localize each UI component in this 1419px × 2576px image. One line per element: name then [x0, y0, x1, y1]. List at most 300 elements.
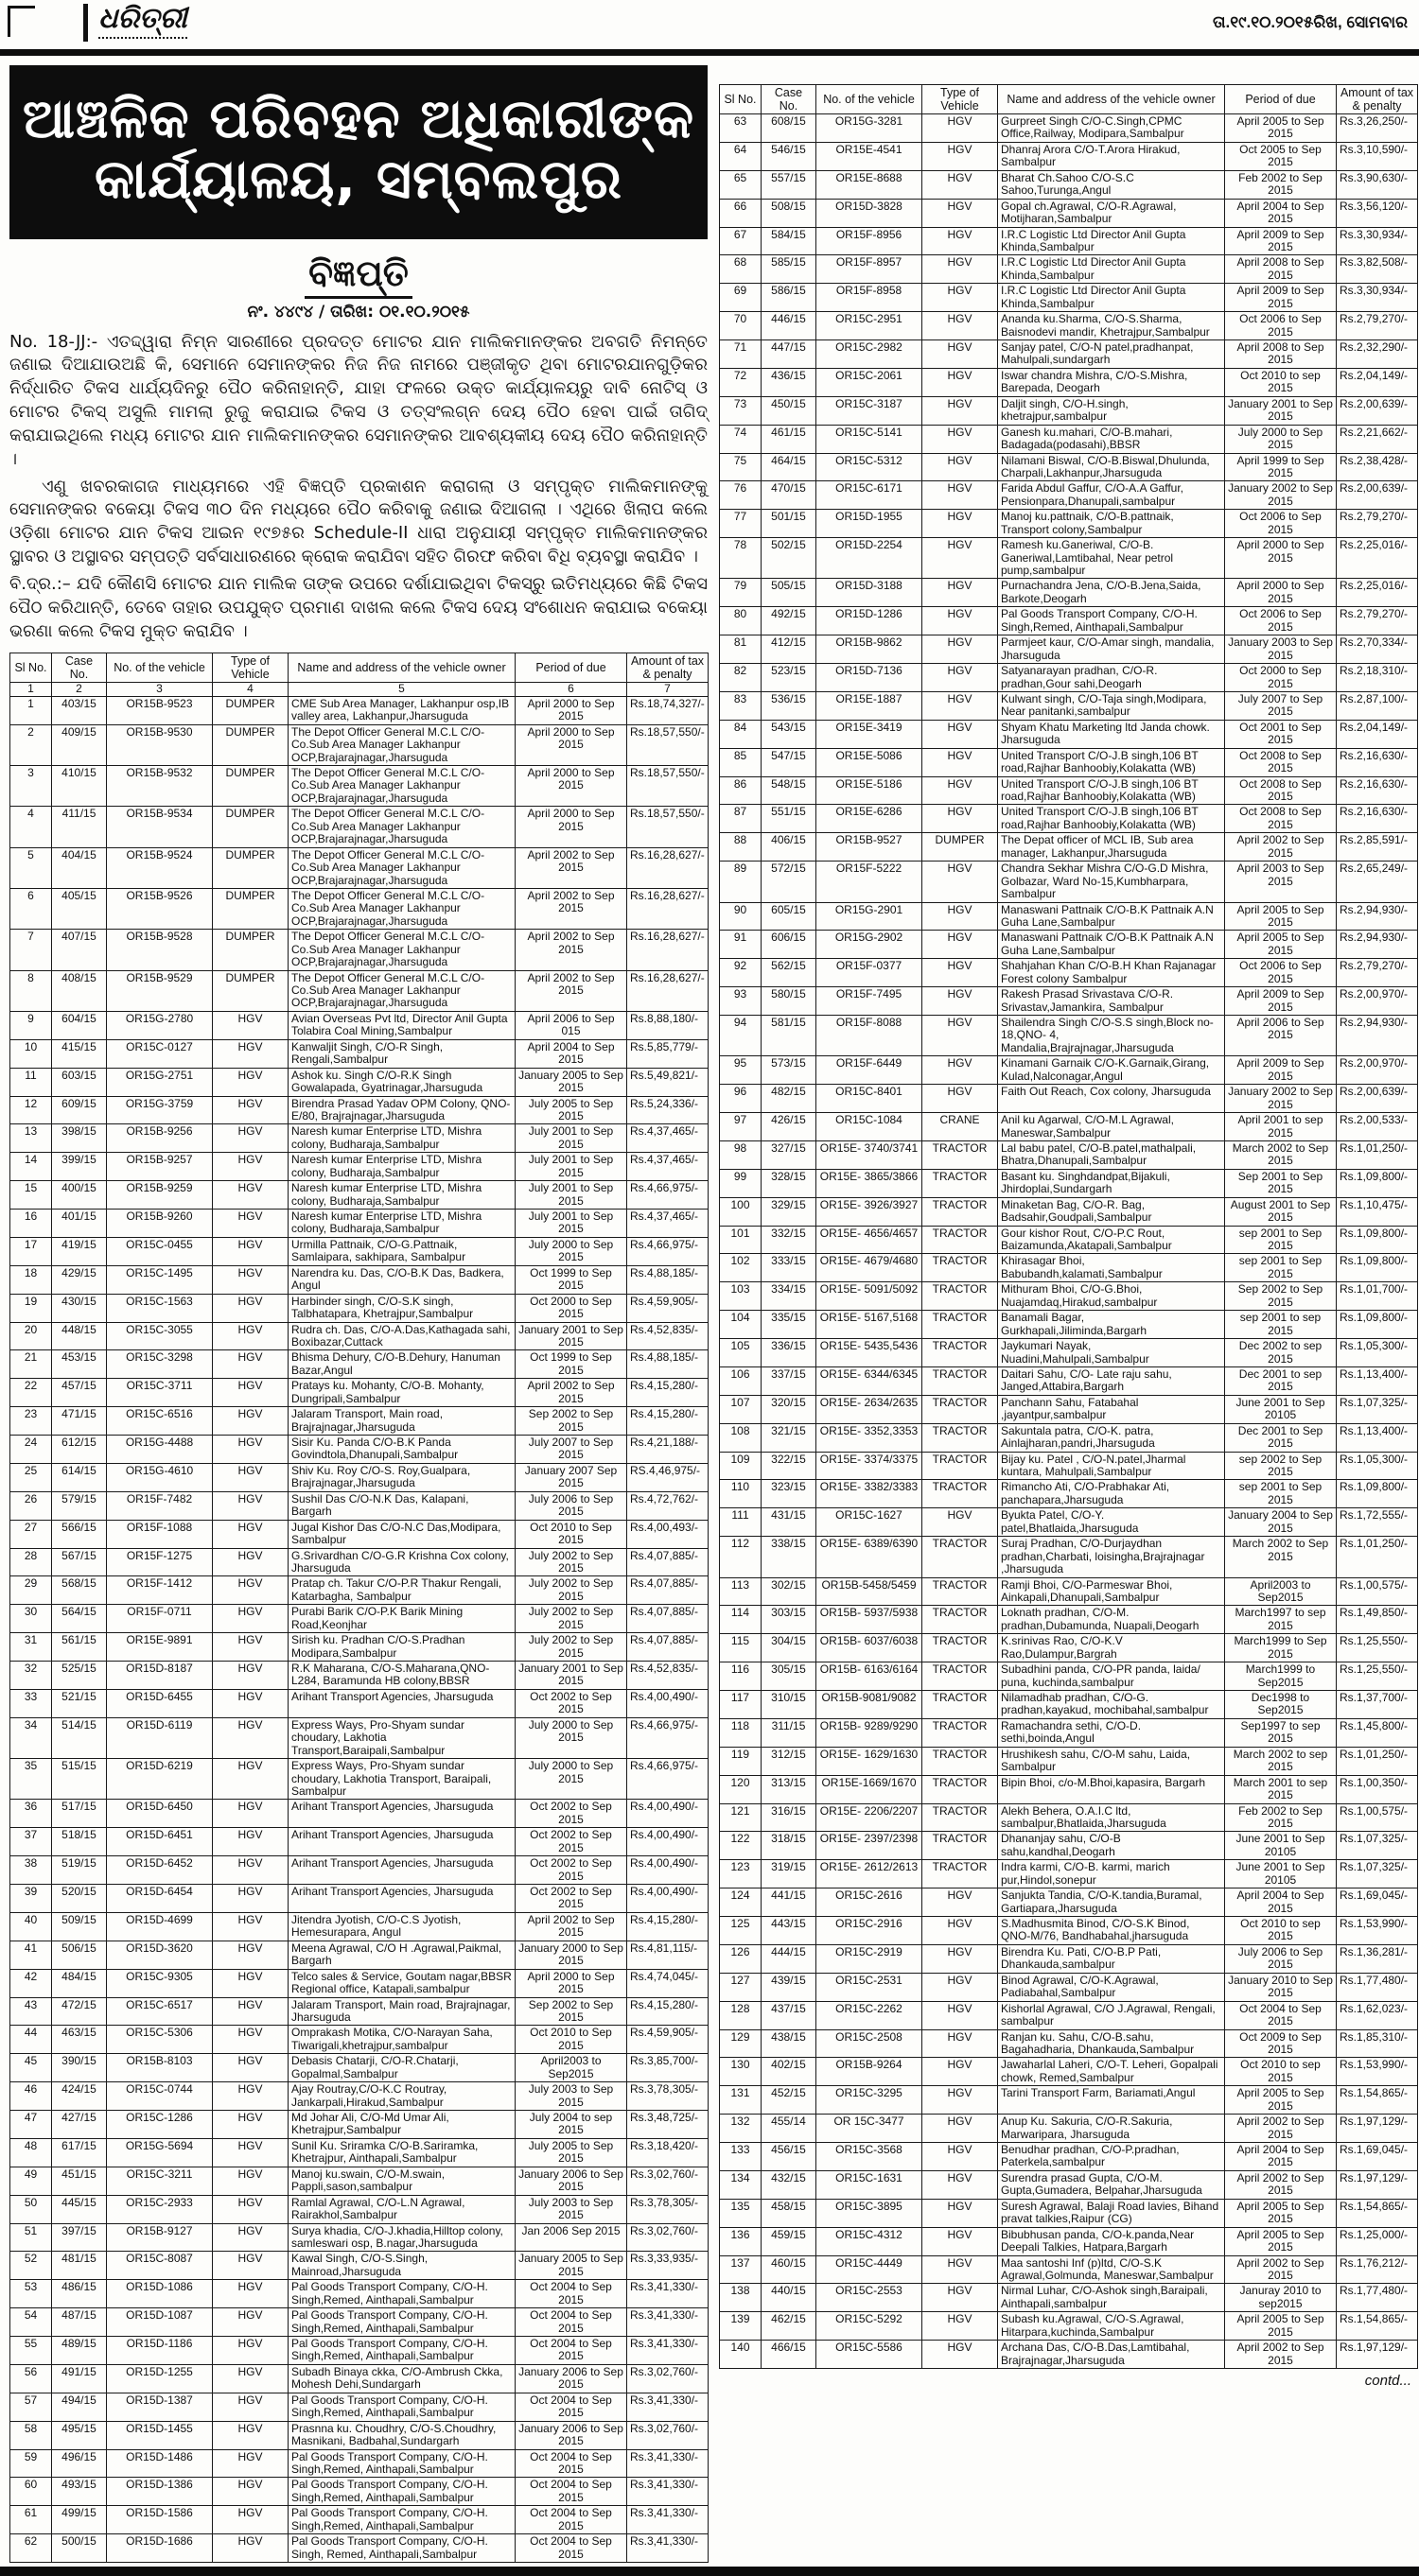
- column-header-owner-name-address: Name and address of the vehicle owner: [289, 653, 516, 683]
- cell-vehicle-type: HGV: [922, 1056, 998, 1085]
- cell-case-no: 546/15: [762, 142, 816, 170]
- cell-sl-no: 16: [10, 1210, 52, 1238]
- cell-sl-no: 83: [720, 691, 762, 720]
- cell-amount-tax-penalty: Rs.2,94,930/-: [1337, 931, 1418, 959]
- table-row: [720, 1016, 1418, 1056]
- notice-paragraph-2: ଏଣୁ ଖବରକାଗଜ ମାଧ୍ୟମରେ ଏହି ବିଜ୍ଞପ୍ତି ପ୍ରକାଶନ କରାଗଲା ଓ ସମ୍ପୃକ୍ତ ମାଲିକମାନଙ୍କୁ ସେମାନଙ୍କର ବକେୟା ଟିକସ ୩୦ ଦିନ ମଧ୍ୟରେ ପୈଠ କରିବାକୁ ଜଣାଇ ଦିଆଗଲା । ଏଥିରେ ଖିଲାପ କଲେ ଓଡ଼ିଶା ମୋଟର ଯାନ ଟିକସ ଆଇନ ୧୯୭୫ର Schedule-II ଧାରା ଅନୁଯାୟୀ ସମ୍ପୃକ୍ତ ମାଲିକମାନଙ୍କର ସ୍ଥାବର ଓ ଅସ୍ଥାବର ସମ୍ପତ୍ତି ସର୍ବସାଧାରଣରେ କ୍ରୋକ କରାଯିବା ସହିତ ଗିରଫ କରିବା ବିଧି ବ୍ୟବସ୍ଥା କରାଯିବ ।: [9, 476, 708, 567]
- cell-case-no: 443/15: [762, 1917, 816, 1945]
- cell-case-no: 458/15: [762, 2199, 816, 2227]
- cell-case-no: 426/15: [762, 1113, 816, 1141]
- table-row: [720, 1140, 1418, 1169]
- cell-vehicle-no: OR15E-1887: [816, 691, 922, 720]
- table-row: [10, 1912, 709, 1941]
- cell-period-of-due: Oct 2008 to Sep 2015: [1225, 776, 1337, 805]
- cell-vehicle-type: HGV: [922, 114, 998, 143]
- cell-vehicle-type: HGV: [922, 199, 998, 227]
- cell-period-of-due: Sep1997 to sep 2015: [1225, 1718, 1337, 1747]
- cell-case-no: 500/15: [52, 2534, 107, 2563]
- table-row: [720, 1537, 1418, 1577]
- cell-vehicle-type: TRACTOR: [922, 1803, 998, 1832]
- cell-period-of-due: Oct 2010 to Sep 2015: [516, 2026, 627, 2054]
- column-header-sl-no: Sl No.: [720, 85, 762, 114]
- cell-sl-no: 27: [10, 1520, 52, 1548]
- cell-vehicle-no: OR15C-1631: [816, 2170, 922, 2199]
- cell-vehicle-type: TRACTOR: [922, 1537, 998, 1577]
- cell-period-of-due: Dec 2002 to sep 2015: [1225, 1339, 1337, 1367]
- cell-case-no: 572/15: [762, 862, 816, 902]
- cell-vehicle-type: HGV: [922, 2284, 998, 2312]
- cell-case-no: 612/15: [52, 1436, 107, 1464]
- cell-amount-tax-penalty: Rs.4,15,280/-: [627, 1407, 709, 1436]
- cell-case-no: 457/15: [52, 1379, 107, 1407]
- cell-case-no: 502/15: [762, 538, 816, 579]
- cell-period-of-due: Oct 2004 to Sep 2015: [516, 2280, 627, 2308]
- cell-vehicle-no: OR15F-8088: [816, 1016, 922, 1056]
- cell-amount-tax-penalty: Rs.1,53,990/-: [1337, 1917, 1418, 1945]
- cell-period-of-due: April 2004 to Sep 2015: [1225, 1888, 1337, 1917]
- cell-case-no: 509/15: [52, 1912, 107, 1941]
- cell-vehicle-no: OR15D-8187: [107, 1662, 213, 1690]
- cell-sl-no: 78: [720, 538, 762, 579]
- cell-vehicle-type: CRANE: [922, 1113, 998, 1141]
- cell-owner-name-address: Shahjahan Khan C/O-B.H Khan Rajanagar Forest colony Sambalpur: [998, 959, 1225, 987]
- cell-owner-name-address: Ganesh ku.mahari, C/O-B.mahari, Badagada(podasahi),BBSR: [998, 425, 1225, 453]
- cell-owner-name-address: Pal Goods Transport Company, C/O-H. Singh,Remed, Ainthapali,Sambalpur: [289, 2449, 516, 2478]
- cell-vehicle-type: DUMPER: [213, 847, 289, 888]
- cell-case-no: 444/15: [762, 1944, 816, 1973]
- cell-case-no: 456/15: [762, 2143, 816, 2171]
- cell-amount-tax-penalty: Rs.1,01,700/-: [1337, 1282, 1418, 1311]
- cell-vehicle-type: HGV: [922, 805, 998, 833]
- table-row: [720, 1480, 1418, 1508]
- cell-owner-name-address: The Depot Officer General M.C.L C/O-Co.Sub Area Manager Lakhanpur OCP,Brajarajnagar,Jharsuguda: [289, 930, 516, 970]
- cell-amount-tax-penalty: Rs.1,00,350/-: [1337, 1775, 1418, 1803]
- cell-sl-no: 56: [10, 2364, 52, 2393]
- cell-period-of-due: June 2001 to Sep 20105: [1225, 1832, 1337, 1860]
- cell-vehicle-no: OR15F-1275: [107, 1548, 213, 1576]
- cell-vehicle-type: HGV: [213, 2337, 289, 2365]
- cell-vehicle-type: TRACTOR: [922, 1254, 998, 1282]
- cell-owner-name-address: Purnachandra Jena, C/O-B.Jena,Saida, Barkote,Deogarh: [998, 579, 1225, 607]
- cell-owner-name-address: Debasis Chatarji, C/O-R.Chatarji, Gopalmal,Sambalpur: [289, 2054, 516, 2082]
- cell-vehicle-type: TRACTOR: [922, 1860, 998, 1888]
- cell-amount-tax-penalty: Rs.4,15,280/-: [627, 1997, 709, 2026]
- cell-case-no: 506/15: [52, 1941, 107, 1969]
- cell-amount-tax-penalty: Rs.2,25,016/-: [1337, 538, 1418, 579]
- table-row: [10, 1997, 709, 2026]
- cell-sl-no: 91: [720, 931, 762, 959]
- cell-sl-no: 23: [10, 1407, 52, 1436]
- table-row: [10, 1265, 709, 1294]
- cell-amount-tax-penalty: Rs.1,09,800/-: [1337, 1254, 1418, 1282]
- cell-vehicle-no: OR15G-2751: [107, 1068, 213, 1096]
- table-row: [720, 2312, 1418, 2341]
- table-row: [10, 1039, 709, 1068]
- cell-period-of-due: April 2002 to Sep 2015: [1225, 2115, 1337, 2143]
- cell-owner-name-address: Arihant Transport Agencies, Jharsuguda: [289, 1856, 516, 1885]
- cell-amount-tax-penalty: Rs.1,09,800/-: [1337, 1226, 1418, 1254]
- cell-case-no: 614/15: [52, 1463, 107, 1491]
- cell-amount-tax-penalty: Rs.4,00,490/-: [627, 1689, 709, 1717]
- cell-case-no: 427/15: [52, 2111, 107, 2139]
- cell-owner-name-address: Manaswani Pattnaik C/O-B.K Pattnaik A.N Guha Lane,Sambalpur: [998, 902, 1225, 931]
- cell-sl-no: 107: [720, 1395, 762, 1423]
- cell-sl-no: 1: [10, 696, 52, 724]
- cell-period-of-due: April 2000 to Sep 2015: [516, 766, 627, 807]
- cell-case-no: 585/15: [762, 255, 816, 284]
- table-row: [720, 959, 1418, 987]
- table-row: [720, 579, 1418, 607]
- cell-case-no: 448/15: [52, 1322, 107, 1350]
- cell-case-no: 492/15: [762, 607, 816, 635]
- column-header-period-of-due: Period of due: [516, 653, 627, 683]
- cell-period-of-due: June 2001 to Sep 20105: [1225, 1395, 1337, 1423]
- column-number: 6: [516, 683, 627, 696]
- cell-vehicle-type: HGV: [213, 2138, 289, 2167]
- cell-amount-tax-penalty: Rs.1,07,325/-: [1337, 1860, 1418, 1888]
- cell-amount-tax-penalty: Rs.3,48,725/-: [627, 2111, 709, 2139]
- cell-sl-no: 49: [10, 2167, 52, 2195]
- cell-period-of-due: March1997 to sep 2015: [1225, 1606, 1337, 1634]
- cell-amount-tax-penalty: Rs.3,02,760/-: [627, 2364, 709, 2393]
- cell-owner-name-address: Express Ways, Pro-Shyam sundar choudary, Lakhotia Transport,Baraipali,Sambalpur: [289, 1717, 516, 1758]
- table-row: [10, 1407, 709, 1436]
- cell-vehicle-type: HGV: [213, 1856, 289, 1885]
- cell-sl-no: 25: [10, 1463, 52, 1491]
- cell-period-of-due: Oct 2002 to Sep 2015: [516, 1856, 627, 1885]
- cell-case-no: 455/14: [762, 2115, 816, 2143]
- column-header-amount-tax-penalty: Amount of tax & penalty: [627, 653, 709, 683]
- cell-owner-name-address: Farida Abdul Gaffur, C/O-A.A Gaffur, Pensionpara,Dhanupali,sambalpur: [998, 481, 1225, 510]
- cell-vehicle-type: HGV: [213, 2026, 289, 2054]
- cell-owner-name-address: K.srinivas Rao, C/O-K.V Rao,Dulampur,Bargrah: [998, 1634, 1225, 1662]
- cell-case-no: 470/15: [762, 481, 816, 510]
- cell-period-of-due: April 2009 to Sep 2015: [1225, 284, 1337, 312]
- cell-vehicle-type: HGV: [213, 1153, 289, 1181]
- cell-vehicle-no: OR15D-3620: [107, 1941, 213, 1969]
- cell-owner-name-address: Ramlal Agrawal, C/O-L.N Agrawal, Rairakhol,Sambalpur: [289, 2195, 516, 2223]
- cell-vehicle-no: OR15B-9524: [107, 847, 213, 888]
- cell-sl-no: 52: [10, 2252, 52, 2280]
- cell-amount-tax-penalty: Rs.2,87,100/-: [1337, 691, 1418, 720]
- column-header-owner-name-address: Name and address of the vehicle owner: [998, 85, 1225, 114]
- cell-case-no: 462/15: [762, 2312, 816, 2341]
- cell-owner-name-address: Express Ways, Pro-Shyam sundar choudary, Lakhotia Transport, Baraipali, Sambalpur: [289, 1759, 516, 1800]
- notice-ref-line: ନଂ. ୪୪୯୪ / ତାରିଖ: ୦୧.୧୦.୨୦୧୫: [247, 302, 470, 322]
- cell-amount-tax-penalty: Rs.1,97,129/-: [1337, 2115, 1418, 2143]
- table-row: [720, 510, 1418, 538]
- cell-case-no: 318/15: [762, 1832, 816, 1860]
- cell-amount-tax-penalty: Rs.2,32,290/-: [1337, 340, 1418, 369]
- notice-paragraph-1: No. 18-JJ:- ଏତଦ୍ଦ୍ୱାରା ନିମ୍ନ ସାରଣୀରେ ପ୍ରଦତ୍ତ ମୋଟର ଯାନ ମାଲିକମାନଙ୍କର ଅବଗତି ନିମନ୍ତେ ଜଣାଇ ଦିଆଯାଉଅଛି କି, ସେମାନେ ସେମାନଙ୍କର ନିଜ ନିଜ ନାମରେ ପଞ୍ଜୀକୃତ ଥିବା ମୋଟରଯାନଗୁଡ଼ିକର ନିର୍ଦ୍ଧାରିତ ଟିକସ ଧାର୍ଯ୍ୟଦିନରୁ ପୈଠ କରିନାହାନ୍ତି, ଯାହା ଫଳରେ ଉକ୍ତ କାର୍ଯ୍ୟାଳୟରୁ ଦାବି ନୋଟିସ୍ ଓ ମୋଟର ଟିକସ୍ ଅସୁଲି ମାମଲା ରୁଜୁ କରାଯାଇ ଟିକସ ଓ ତତ୍‌ସଂଲଗ୍ନ ଦେୟ ପୈଠ ହେବା ପାଇଁ ତାଗିଦ୍ କରାଯାଇଥିଲେ ମଧ୍ୟ ମୋଟର ଯାନ ମାଲିକମାନଙ୍କର ସେମାନଙ୍କର ଆବଶ୍ୟକୀୟ ଦେୟ ପୈଠ କରିନାହାନ୍ତି ।: [9, 331, 708, 469]
- cell-owner-name-address: Dhanraj Arora C/O-T.Arora Hirakud, Sambalpur: [998, 142, 1225, 170]
- cell-period-of-due: July 2001 to Sep 2015: [516, 1181, 627, 1210]
- cell-case-no: 508/15: [762, 199, 816, 227]
- column-number: 5: [289, 683, 516, 696]
- cell-vehicle-type: HGV: [922, 607, 998, 635]
- table-row: [720, 902, 1418, 931]
- cell-amount-tax-penalty: Rs.1,54,865/-: [1337, 2199, 1418, 2227]
- cell-vehicle-type: HGV: [213, 1969, 289, 1997]
- column-number-row: [10, 683, 709, 696]
- cell-sl-no: 115: [720, 1634, 762, 1662]
- cell-period-of-due: April 2005 to Sep 2015: [1225, 2199, 1337, 2227]
- cell-period-of-due: Oct 2006 to Sep 2015: [1225, 959, 1337, 987]
- cell-owner-name-address: Dhananjay sahu, C/O-B sahu,kandhal,Deogarh: [998, 1832, 1225, 1860]
- cell-vehicle-no: OR15E- 3926/3927: [816, 1197, 922, 1226]
- cell-owner-name-address: Basant ku. Singhdandpat,Bijakuli, Jhirdoplai,Sundargarh: [998, 1169, 1225, 1197]
- cell-owner-name-address: Sushil Das C/O-N.K Das, Kalapani, Bargarh: [289, 1491, 516, 1520]
- table-row: [10, 1096, 709, 1124]
- cell-vehicle-type: TRACTOR: [922, 1577, 998, 1606]
- cell-vehicle-type: HGV: [213, 1800, 289, 1828]
- cell-case-no: 464/15: [762, 453, 816, 481]
- cell-period-of-due: July 2006 to Sep 2015: [516, 1491, 627, 1520]
- cell-amount-tax-penalty: Rs.4,59,905/-: [627, 2026, 709, 2054]
- cell-amount-tax-penalty: Rs.18,57,550/-: [627, 766, 709, 807]
- cell-vehicle-no: OR15D-1455: [107, 2421, 213, 2449]
- cell-sl-no: 8: [10, 970, 52, 1011]
- cell-sl-no: 71: [720, 340, 762, 369]
- cell-owner-name-address: Sisir Ku. Panda C/O-B.K Panda Govindtola,Dhanupali,Sambalpur: [289, 1436, 516, 1464]
- cell-sl-no: 90: [720, 902, 762, 931]
- cell-amount-tax-penalty: Rs.1,01,250/-: [1337, 1140, 1418, 1169]
- cell-vehicle-no: OR15G-4488: [107, 1436, 213, 1464]
- cell-amount-tax-penalty: Rs.5,85,779/-: [627, 1039, 709, 1068]
- table-row: [720, 1860, 1418, 1888]
- cell-case-no: 338/15: [762, 1537, 816, 1577]
- cell-vehicle-no: OR15B-9532: [107, 766, 213, 807]
- cell-amount-tax-penalty: Rs.4,72,762/-: [627, 1491, 709, 1520]
- cell-period-of-due: sep 2001 to sep 2015: [1225, 1311, 1337, 1339]
- cell-sl-no: 2: [10, 724, 52, 765]
- cell-case-no: 604/15: [52, 1011, 107, 1039]
- cell-period-of-due: Oct 2001 to Sep 2015: [1225, 720, 1337, 748]
- cell-period-of-due: sep 2002 to Sep 2015: [1225, 1452, 1337, 1480]
- cell-sl-no: 58: [10, 2421, 52, 2449]
- cell-sl-no: 122: [720, 1832, 762, 1860]
- cell-case-no: 579/15: [52, 1491, 107, 1520]
- cell-amount-tax-penalty: Rs.5,24,336/-: [627, 1096, 709, 1124]
- table-row: [10, 1379, 709, 1407]
- table-row: [720, 2001, 1418, 2029]
- cell-vehicle-no: OR15C-8087: [107, 2252, 213, 2280]
- cell-vehicle-type: DUMPER: [213, 696, 289, 724]
- table-row: [720, 1803, 1418, 1832]
- table-row: [720, 748, 1418, 776]
- cell-amount-tax-penalty: Rs.3,41,330/-: [627, 2449, 709, 2478]
- table-row: [10, 2337, 709, 2365]
- cell-owner-name-address: Faith Out Reach, Cox colony, Jharsuguda: [998, 1085, 1225, 1113]
- cell-period-of-due: Oct 2004 to Sep 2015: [516, 2393, 627, 2421]
- cell-owner-name-address: Sirish ku. Pradhan C/O-S.Pradhan Modipara,Sambalpur: [289, 1633, 516, 1662]
- cell-amount-tax-penalty: Rs.2,04,149/-: [1337, 720, 1418, 748]
- cell-amount-tax-penalty: Rs.3,41,330/-: [627, 2506, 709, 2534]
- cell-case-no: 463/15: [52, 2026, 107, 2054]
- cell-period-of-due: April 2004 to Sep 2015: [1225, 2143, 1337, 2171]
- vehicle-tax-table-left: [9, 653, 709, 2563]
- notice-body: [9, 331, 708, 644]
- table-row: [10, 724, 709, 765]
- table-row: [720, 1085, 1418, 1113]
- cell-owner-name-address: Pal Goods Transport Company, C/O-H. Singh,Remed, Ainthapali,Sambalpur: [289, 2280, 516, 2308]
- cell-owner-name-address: Kanwaljit Singh, C/O-R Singh, Rengali,Sambalpur: [289, 1039, 516, 1068]
- cell-vehicle-no: OR15C-6516: [107, 1407, 213, 1436]
- cell-owner-name-address: Manoj ku.swain, C/O-M.swain, Pappli,sason,sambalpur: [289, 2167, 516, 2195]
- cell-case-no: 466/15: [762, 2341, 816, 2369]
- cell-case-no: 319/15: [762, 1860, 816, 1888]
- cell-vehicle-type: TRACTOR: [922, 1395, 998, 1423]
- cell-amount-tax-penalty: Rs.3,41,330/-: [627, 2308, 709, 2337]
- cell-sl-no: 28: [10, 1548, 52, 1576]
- cell-sl-no: 79: [720, 579, 762, 607]
- cell-vehicle-no: OR 15C-3477: [816, 2115, 922, 2143]
- cell-sl-no: 44: [10, 2026, 52, 2054]
- cell-vehicle-no: OR15F-7495: [816, 987, 922, 1016]
- cell-vehicle-type: TRACTOR: [922, 1197, 998, 1226]
- cell-period-of-due: April 2002 to Sep 2015: [516, 847, 627, 888]
- cell-sl-no: 31: [10, 1633, 52, 1662]
- cell-sl-no: 54: [10, 2308, 52, 2337]
- cell-case-no: 446/15: [762, 312, 816, 340]
- cell-amount-tax-penalty: Rs.1,97,129/-: [1337, 2170, 1418, 2199]
- cell-vehicle-no: OR15C-4312: [816, 2227, 922, 2255]
- cell-case-no: 407/15: [52, 930, 107, 970]
- cell-amount-tax-penalty: RS.4,46,975/-: [627, 1463, 709, 1491]
- cell-amount-tax-penalty: Rs.2,16,630/-: [1337, 776, 1418, 805]
- cell-vehicle-type: HGV: [213, 1605, 289, 1633]
- cell-sl-no: 26: [10, 1491, 52, 1520]
- cell-amount-tax-penalty: Rs.1,77,480/-: [1337, 2284, 1418, 2312]
- masthead: [0, 0, 1419, 49]
- table-row: [720, 1606, 1418, 1634]
- cell-vehicle-type: HGV: [922, 720, 998, 748]
- cell-vehicle-no: OR15D-6454: [107, 1885, 213, 1913]
- cell-case-no: 440/15: [762, 2284, 816, 2312]
- cell-vehicle-no: OR15C-3211: [107, 2167, 213, 2195]
- cell-period-of-due: January 2002 to Sep 2015: [1225, 481, 1337, 510]
- cell-vehicle-type: HGV: [213, 1379, 289, 1407]
- cell-period-of-due: July 2000 to Sep 2015: [516, 1759, 627, 1800]
- cell-sl-no: 13: [10, 1124, 52, 1153]
- cell-sl-no: 32: [10, 1662, 52, 1690]
- cell-period-of-due: Oct 2004 to Sep 2015: [516, 2449, 627, 2478]
- cell-period-of-due: April 2008 to Sep 2015: [1225, 340, 1337, 369]
- cell-vehicle-type: HGV: [922, 481, 998, 510]
- cell-case-no: 514/15: [52, 1717, 107, 1758]
- cell-period-of-due: Oct 1999 to Sep 2015: [516, 1350, 627, 1379]
- cell-sl-no: 14: [10, 1153, 52, 1181]
- table-row: [10, 1828, 709, 1856]
- cell-vehicle-no: OR15D-1386: [107, 2478, 213, 2506]
- cell-sl-no: 72: [720, 368, 762, 396]
- cell-sl-no: 105: [720, 1339, 762, 1367]
- masthead-divider-bar: [83, 4, 88, 42]
- cell-vehicle-type: TRACTOR: [922, 1832, 998, 1860]
- cell-vehicle-no: OR15E- 1629/1630: [816, 1747, 922, 1775]
- cell-period-of-due: April 2002 to Sep 2015: [1225, 2255, 1337, 2284]
- cell-case-no: 404/15: [52, 847, 107, 888]
- cell-period-of-due: January 2006 to Sep 2015: [516, 2364, 627, 2393]
- table-row: [10, 1800, 709, 1828]
- table-row: [10, 2252, 709, 2280]
- cell-sl-no: 127: [720, 1973, 762, 2001]
- table-row: [10, 1759, 709, 1800]
- cell-vehicle-type: HGV: [922, 312, 998, 340]
- cell-period-of-due: sep 2001 to Sep 2015: [1225, 1226, 1337, 1254]
- cell-vehicle-no: OR15E- 3865/3866: [816, 1169, 922, 1197]
- table-row: [10, 1717, 709, 1758]
- table-row: [10, 1520, 709, 1548]
- cell-amount-tax-penalty: Rs.2,16,630/-: [1337, 748, 1418, 776]
- cell-sl-no: 118: [720, 1718, 762, 1747]
- cell-owner-name-address: Jitendra Jyotish, C/O-C.S Jyotish, Hemesurapara, Angul: [289, 1912, 516, 1941]
- column-header-case-no: Case No.: [52, 653, 107, 683]
- cell-vehicle-type: TRACTOR: [922, 1662, 998, 1691]
- cell-vehicle-type: HGV: [922, 664, 998, 692]
- cell-case-no: 451/15: [52, 2167, 107, 2195]
- cell-amount-tax-penalty: Rs.1,76,212/-: [1337, 2255, 1418, 2284]
- cell-vehicle-type: HGV: [213, 1997, 289, 2026]
- cell-owner-name-address: Narendra ku. Das, C/O-B.K Das, Badkera, Angul: [289, 1265, 516, 1294]
- cell-period-of-due: Oct 2004 to Sep 2015: [516, 2534, 627, 2563]
- cell-sl-no: 95: [720, 1056, 762, 1085]
- cell-vehicle-type: HGV: [922, 142, 998, 170]
- cell-amount-tax-penalty: Rs.16,28,627/-: [627, 847, 709, 888]
- cell-vehicle-type: HGV: [922, 2143, 998, 2171]
- table-row: [10, 2111, 709, 2139]
- cell-amount-tax-penalty: Rs.1,09,800/-: [1337, 1311, 1418, 1339]
- cell-sl-no: 57: [10, 2393, 52, 2421]
- cell-vehicle-no: OR15G-2780: [107, 1011, 213, 1039]
- cell-sl-no: 85: [720, 748, 762, 776]
- cell-case-no: 501/15: [762, 510, 816, 538]
- cell-owner-name-address: Ramji Bhoi, C/O-Parmeswar Bhoi, Ainkapali,Dhanupali,Sambalpur: [998, 1577, 1225, 1606]
- cell-period-of-due: July 2001 to Sep 2015: [516, 1124, 627, 1153]
- cell-case-no: 400/15: [52, 1181, 107, 1210]
- cell-owner-name-address: Parmjeet kaur, C/O-Amar singh, mandalia, Jharsuguda: [998, 635, 1225, 664]
- table-row: [720, 931, 1418, 959]
- cell-period-of-due: April 2005 to Sep 2015: [1225, 2227, 1337, 2255]
- cell-period-of-due: January 2004 to Sep 2015: [1225, 1508, 1337, 1537]
- cell-amount-tax-penalty: Rs.1,13,400/-: [1337, 1423, 1418, 1452]
- cell-amount-tax-penalty: Rs.4,37,465/-: [627, 1124, 709, 1153]
- cell-vehicle-no: OR15E- 6344/6345: [816, 1366, 922, 1395]
- cell-vehicle-type: HGV: [213, 1912, 289, 1941]
- cell-amount-tax-penalty: Rs.1,07,325/-: [1337, 1395, 1418, 1423]
- cell-owner-name-address: Pal Goods Transport Company, C/O-H. Singh,Remed, Ainthapali,Sambalpur: [289, 2393, 516, 2421]
- cell-period-of-due: March1999 to Sep2015: [1225, 1662, 1337, 1691]
- cell-sl-no: 69: [720, 284, 762, 312]
- cell-vehicle-type: HGV: [922, 2086, 998, 2115]
- cell-vehicle-no: OR15E- 5435,5436: [816, 1339, 922, 1367]
- cell-vehicle-type: HGV: [213, 1633, 289, 1662]
- cell-period-of-due: July 2001 to Sep 2015: [516, 1153, 627, 1181]
- cell-sl-no: 84: [720, 720, 762, 748]
- cell-sl-no: 116: [720, 1662, 762, 1691]
- cell-vehicle-type: HGV: [922, 227, 998, 255]
- cell-sl-no: 38: [10, 1856, 52, 1885]
- cell-vehicle-no: OR15D-1086: [107, 2280, 213, 2308]
- cell-owner-name-address: Sanjukta Tandia, C/O-K.tandia,Buramal, Gartiapara,Jharsuguda: [998, 1888, 1225, 1917]
- cell-vehicle-no: OR15C-2919: [816, 1944, 922, 1973]
- cell-vehicle-type: HGV: [213, 1689, 289, 1717]
- cell-owner-name-address: S.Madhusmita Binod, C/O-S.K Binod, QNO-M/76, Bandhabahal,jharsuguda: [998, 1917, 1225, 1945]
- cell-amount-tax-penalty: Rs.1,00,575/-: [1337, 1803, 1418, 1832]
- cell-vehicle-type: HGV: [922, 691, 998, 720]
- cell-sl-no: 111: [720, 1508, 762, 1537]
- cell-amount-tax-penalty: Rs.1,37,700/-: [1337, 1691, 1418, 1719]
